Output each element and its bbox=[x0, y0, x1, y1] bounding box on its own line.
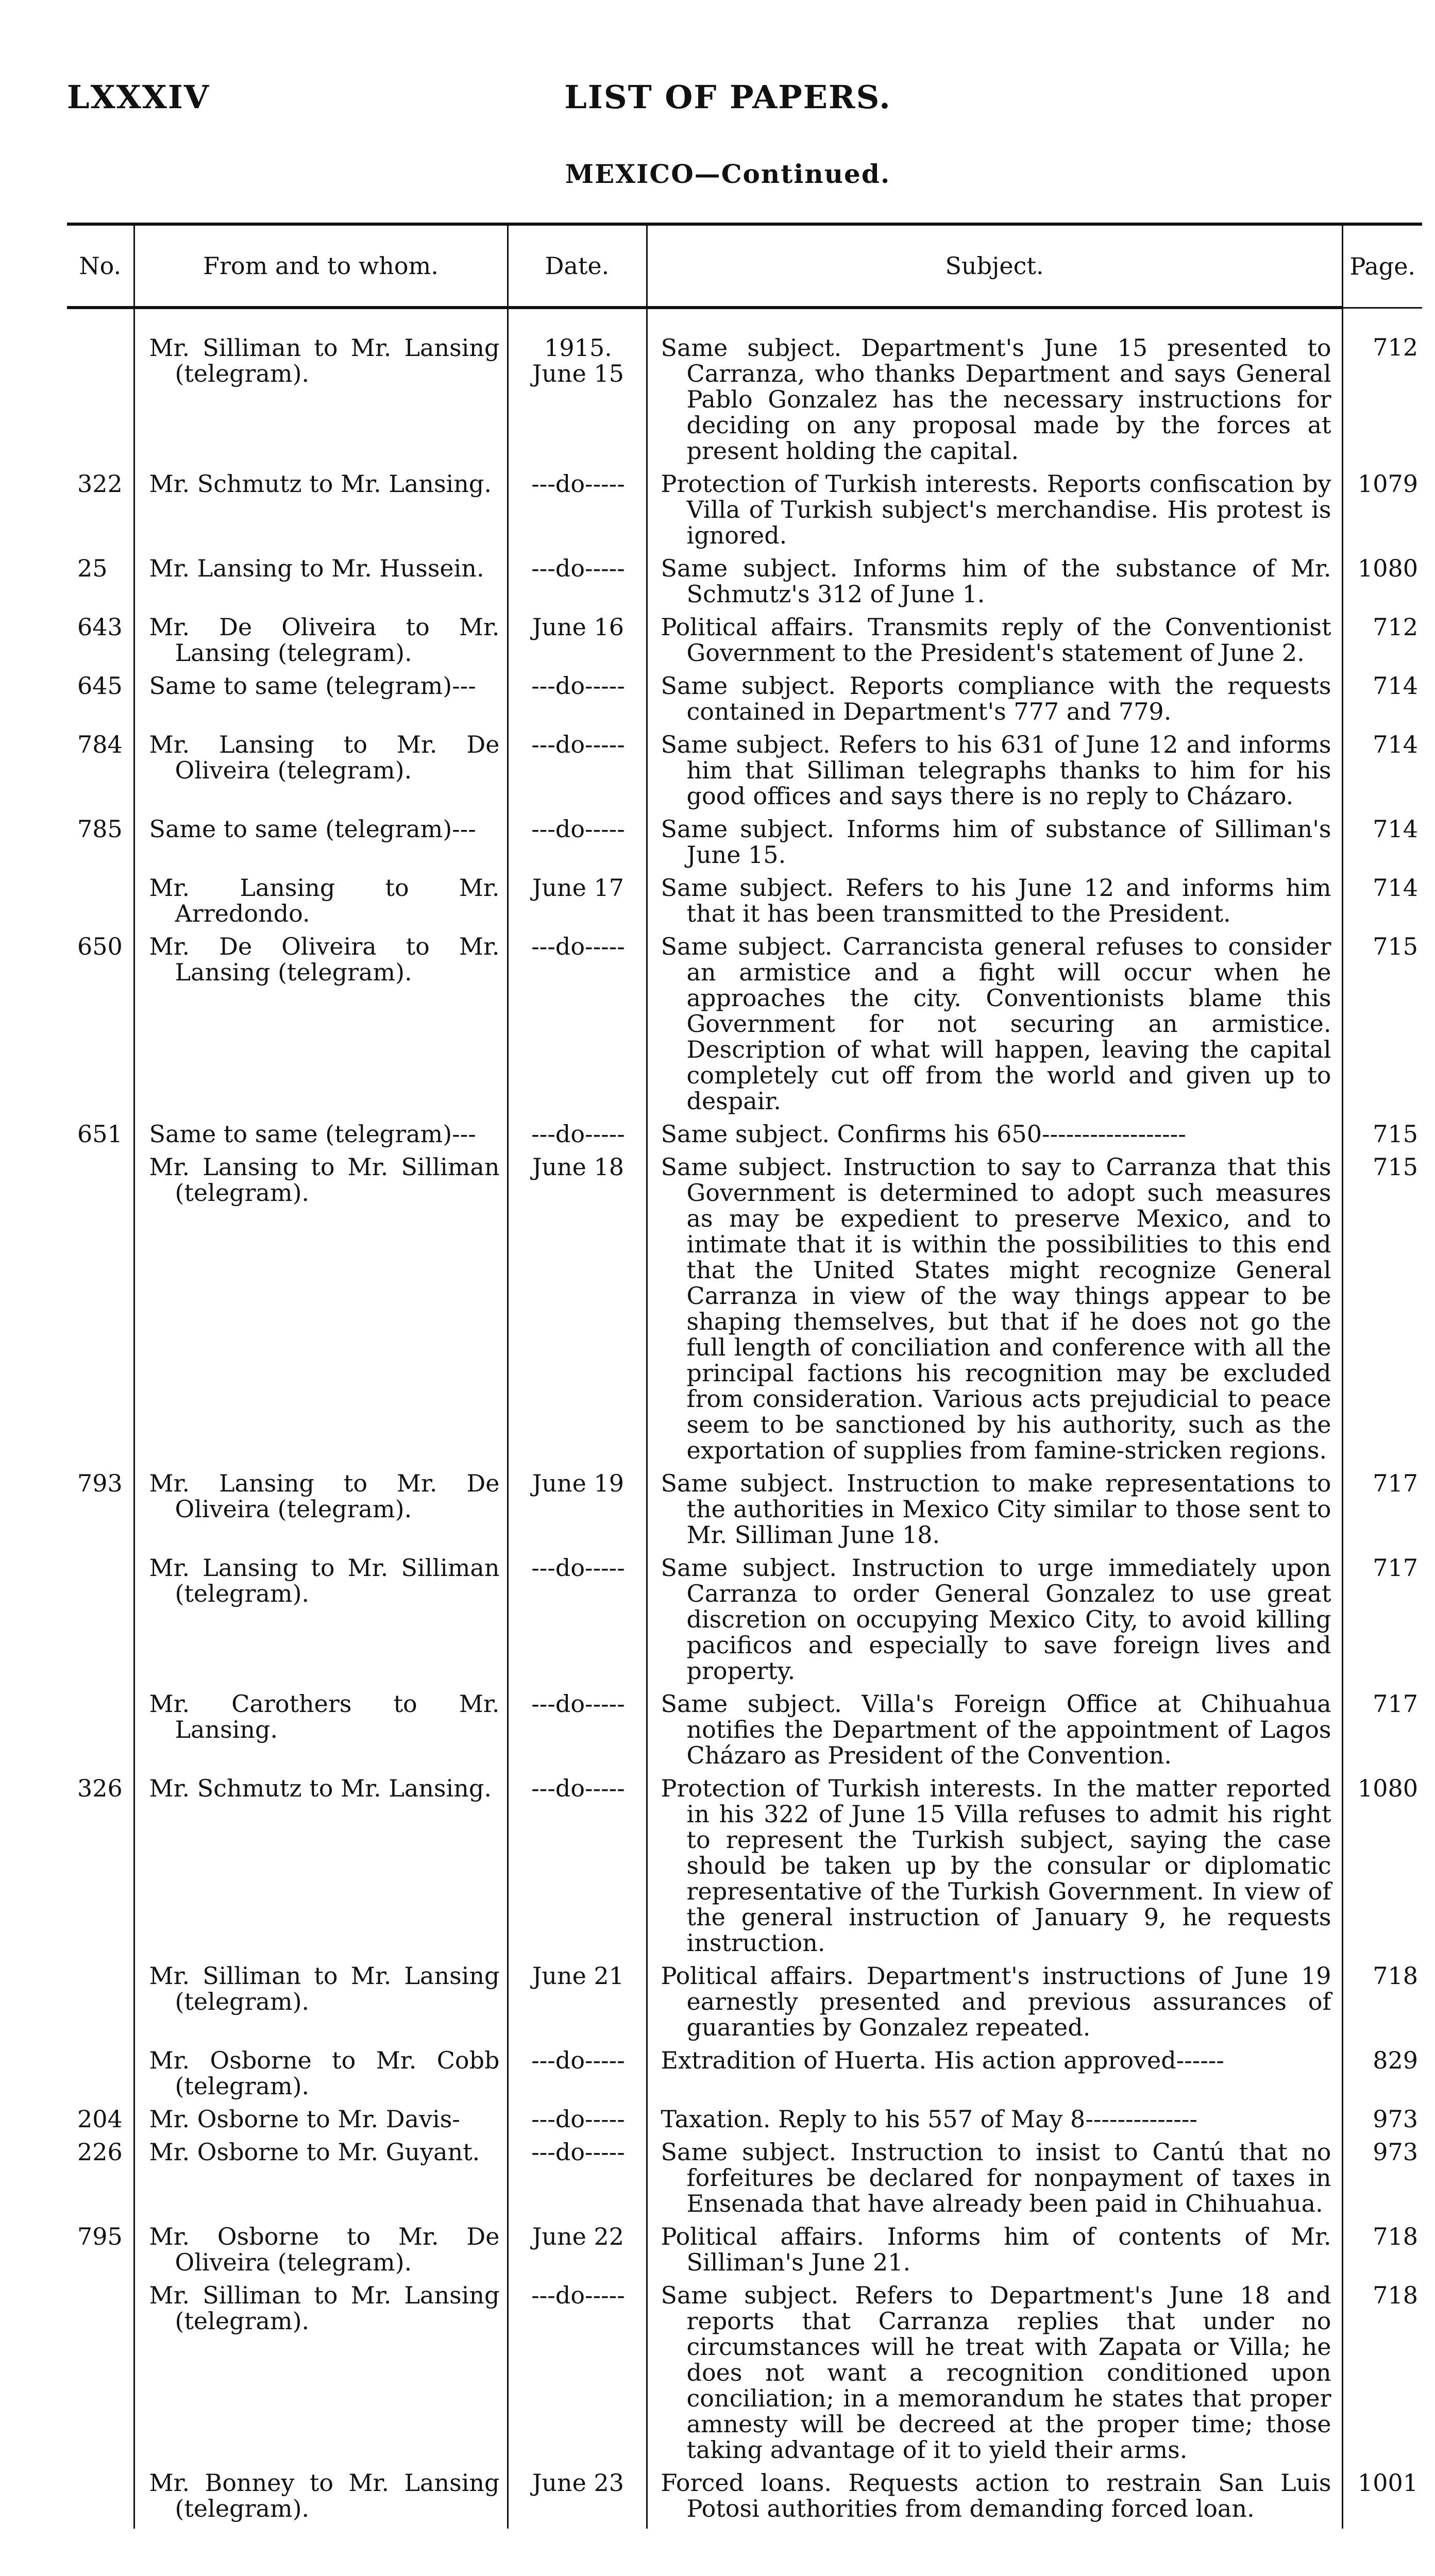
entry-number-cell bbox=[67, 471, 134, 555]
entry-subject-cell bbox=[647, 471, 1342, 555]
entry-page: 712 bbox=[1373, 613, 1418, 641]
entry-date-cell bbox=[508, 1555, 647, 1691]
papers-table bbox=[67, 223, 1422, 2529]
entry-page: 714 bbox=[1373, 731, 1418, 758]
entry-subject: Same subject. Department's June 15 presented to Carranza, who thanks Department and says General Pablo Gonzalez has the necessary instructions for deciding on any proposal made by the forces at present holding the capital. bbox=[661, 334, 1331, 465]
entry-from-to-cell bbox=[134, 1154, 508, 1470]
entry-subject: Same subject. Refers to his June 12 and informs him that it has been transmitted to the President. bbox=[661, 874, 1331, 927]
entry-date: ---do----- bbox=[531, 1554, 625, 1582]
entry-subject: Taxation. Reply to his 557 of May 8-------------- bbox=[661, 2105, 1197, 2133]
entry-date: ---do----- bbox=[531, 2105, 625, 2133]
entry-from-to-cell bbox=[134, 2224, 508, 2282]
entry-number: 645 bbox=[77, 672, 123, 700]
entry-page-cell bbox=[1342, 2224, 1422, 2282]
entry-date: ---do----- bbox=[531, 731, 625, 758]
entry-page-cell bbox=[1342, 2106, 1422, 2139]
entry-subject: Same subject. Instruction to urge immediately upon Carranza to order General Gonzalez to use great discretion on occupying Mexico City, to avoid killing pacificos and especially to save foreign lives and property. bbox=[661, 1554, 1331, 1685]
entry-from-to-cell bbox=[134, 1963, 508, 2047]
entry-subject: Same subject. Informs him of substance of Silliman's June 15. bbox=[661, 815, 1331, 869]
entry-number: 784 bbox=[77, 731, 123, 758]
entry-subject-cell bbox=[647, 875, 1342, 934]
table-row bbox=[67, 2224, 1422, 2282]
entry-from-to: Mr. Bonney to Mr. Lansing (telegram). bbox=[149, 2469, 500, 2522]
entry-page: 718 bbox=[1373, 2223, 1418, 2250]
entry-from-to-cell bbox=[134, 875, 508, 934]
entry-page: 714 bbox=[1373, 874, 1418, 902]
table-header-row bbox=[67, 224, 1422, 308]
papers-table-container bbox=[67, 223, 1422, 2529]
entry-subject: Same subject. Villa's Foreign Office at Chihuahua notifies the Department of the appointment of Lagos Cházaro as President of the Convention. bbox=[661, 1690, 1331, 1769]
entry-date-cell bbox=[508, 1775, 647, 1963]
entry-subject-cell bbox=[647, 2282, 1342, 2470]
entry-page-cell bbox=[1342, 1775, 1422, 1963]
entry-number-cell bbox=[67, 1154, 134, 1470]
entry-page: 715 bbox=[1373, 933, 1418, 960]
entry-page: 973 bbox=[1373, 2105, 1418, 2133]
entry-subject-cell bbox=[647, 555, 1342, 614]
entry-date: ---do----- bbox=[531, 2138, 625, 2166]
table-body bbox=[67, 308, 1422, 2529]
entry-number-cell bbox=[67, 2139, 134, 2224]
entry-page: 717 bbox=[1373, 1469, 1418, 1497]
entry-page: 715 bbox=[1373, 1120, 1418, 1148]
entry-page-cell bbox=[1342, 732, 1422, 816]
entry-number-cell bbox=[67, 1555, 134, 1691]
entry-number: 326 bbox=[77, 1774, 123, 1802]
entry-date-cell bbox=[508, 2470, 647, 2529]
entry-page-cell bbox=[1342, 875, 1422, 934]
entry-subject: Same subject. Confirms his 650------------------ bbox=[661, 1120, 1186, 1148]
entry-number-cell bbox=[67, 2282, 134, 2470]
section-subtitle: MEXICO—Continued. bbox=[565, 159, 891, 189]
entry-subject: Political affairs. Informs him of contents of Mr. Silliman's June 21. bbox=[661, 2223, 1331, 2276]
entry-from-to-cell bbox=[134, 308, 508, 471]
entry-page-cell bbox=[1342, 2047, 1422, 2106]
entry-subject-cell bbox=[647, 673, 1342, 732]
entry-from-to: Mr. Osborne to Mr. Davis- bbox=[149, 2105, 460, 2133]
entry-number-cell bbox=[67, 1470, 134, 1555]
entry-from-to: Mr. Osborne to Mr. Cobb (telegram). bbox=[149, 2046, 500, 2100]
entry-number: 785 bbox=[77, 815, 123, 843]
entry-page-cell bbox=[1342, 673, 1422, 732]
entry-from-to-cell bbox=[134, 2282, 508, 2470]
page-header bbox=[0, 0, 1435, 216]
entry-date-cell bbox=[508, 1154, 647, 1470]
entry-from-to: Mr. Schmutz to Mr. Lansing. bbox=[149, 470, 492, 498]
entry-subject: Same subject. Instruction to say to Carranza that this Government is determined to adopt such measures as may be expedient to preserve Mexico, and to intimate that it is within the possibilities to this end that the United States might recognize General Carranza in view of the way things appear to be shaping themselves, but that if he does not go the full length of conciliation and conference with all the principal factions his recognition may be excluded from consideration. Various acts prejudicial to peace seem to be sanctioned by his authority, such as the exportation of supplies from famine-stricken regions. bbox=[661, 1153, 1331, 1464]
entry-from-to: Mr. Lansing to Mr. Silliman (telegram). bbox=[149, 1554, 500, 1607]
entry-subject: Same subject. Refers to Department's June 18 and reports that Carranza replies that under no circumstances will he treat with Zapata or Villa; he does not want a recognition conditioned upon conciliation; in a memorandum he states that proper amnesty will be decreed at the proper time; those taking advantage of it to yield their arms. bbox=[661, 2281, 1331, 2464]
entry-page: 1001 bbox=[1357, 2469, 1418, 2497]
entry-number-cell bbox=[67, 1691, 134, 1775]
entry-subject: Political affairs. Transmits reply of the Conventionist Government to the President's statement of June 2. bbox=[661, 613, 1331, 667]
table-row bbox=[67, 2282, 1422, 2470]
entry-subject-cell bbox=[647, 614, 1342, 673]
entry-date: ---do----- bbox=[531, 815, 625, 843]
table-row bbox=[67, 2047, 1422, 2106]
entry-date: ---do----- bbox=[531, 672, 625, 700]
entry-number: 793 bbox=[77, 1469, 123, 1497]
entry-number-cell bbox=[67, 1963, 134, 2047]
entry-date: June 23 bbox=[532, 2469, 624, 2497]
table-row bbox=[67, 732, 1422, 816]
entry-subject: Political affairs. Department's instructions of June 19 earnestly presented and previous assurances of guaranties by Gonzalez repeated. bbox=[661, 1962, 1331, 2041]
table-row bbox=[67, 2139, 1422, 2224]
entry-page-cell bbox=[1342, 1555, 1422, 1691]
entry-from-to: Mr. Schmutz to Mr. Lansing. bbox=[149, 1774, 492, 1802]
entry-number-cell bbox=[67, 673, 134, 732]
entry-date: June 19 bbox=[532, 1469, 624, 1497]
entry-from-to-cell bbox=[134, 471, 508, 555]
entry-from-to: Same to same (telegram)--- bbox=[149, 672, 476, 700]
entry-page-cell bbox=[1342, 2282, 1422, 2470]
header-no: No. bbox=[67, 224, 134, 308]
table-row bbox=[67, 614, 1422, 673]
entry-date-cell bbox=[508, 2224, 647, 2282]
entry-from-to: Mr. De Oliveira to Mr. Lansing (telegram). bbox=[149, 933, 500, 986]
table-row bbox=[67, 1121, 1422, 1154]
entry-page: 718 bbox=[1373, 1962, 1418, 1990]
entry-page-cell bbox=[1342, 1963, 1422, 2047]
entry-from-to-cell bbox=[134, 1775, 508, 1963]
entry-date-cell bbox=[508, 2106, 647, 2139]
entry-subject-cell bbox=[647, 308, 1342, 471]
entry-from-to-cell bbox=[134, 1691, 508, 1775]
entry-subject-cell bbox=[647, 934, 1342, 1121]
entry-date: June 21 bbox=[532, 1962, 624, 1990]
entry-from-to-cell bbox=[134, 934, 508, 1121]
table-row bbox=[67, 934, 1422, 1121]
entry-from-to: Same to same (telegram)--- bbox=[149, 815, 476, 843]
entry-number: 651 bbox=[77, 1120, 123, 1148]
table-row bbox=[67, 1775, 1422, 1963]
entry-date: June 22 bbox=[532, 2223, 624, 2250]
table-row bbox=[67, 673, 1422, 732]
entry-number-cell bbox=[67, 2224, 134, 2282]
entry-date-cell bbox=[508, 1121, 647, 1154]
entry-page-cell bbox=[1342, 816, 1422, 875]
entry-from-to: Mr. Lansing to Mr. Hussein. bbox=[149, 554, 484, 582]
entry-number-cell bbox=[67, 1775, 134, 1963]
entry-subject-cell bbox=[647, 1470, 1342, 1555]
entry-subject-cell bbox=[647, 2139, 1342, 2224]
entry-page-cell bbox=[1342, 2139, 1422, 2224]
year-label: 1915. bbox=[544, 334, 612, 362]
entry-number: 25 bbox=[77, 554, 108, 582]
entry-from-to-cell bbox=[134, 2106, 508, 2139]
entry-number: 226 bbox=[77, 2138, 123, 2166]
entry-date: ---do----- bbox=[531, 470, 625, 498]
entry-page: 715 bbox=[1373, 1153, 1418, 1181]
entry-number: 204 bbox=[77, 2105, 123, 2133]
entry-page-cell bbox=[1342, 555, 1422, 614]
page-title: LIST OF PAPERS. bbox=[564, 78, 891, 116]
entry-page: 973 bbox=[1373, 2138, 1418, 2166]
entry-number: 650 bbox=[77, 933, 123, 960]
entry-number-cell bbox=[67, 2047, 134, 2106]
entry-page-cell bbox=[1342, 471, 1422, 555]
entry-from-to-cell bbox=[134, 2047, 508, 2106]
entry-from-to: Mr. Lansing to Mr. De Oliveira (telegram). bbox=[149, 731, 500, 784]
entry-page-cell bbox=[1342, 2470, 1422, 2529]
table-row bbox=[67, 1555, 1422, 1691]
table-row bbox=[67, 875, 1422, 934]
entry-date: ---do----- bbox=[531, 1690, 625, 1718]
entry-from-to: Mr. Silliman to Mr. Lansing (telegram). bbox=[149, 1962, 500, 2015]
entry-date-cell bbox=[508, 732, 647, 816]
entry-subject: Protection of Turkish interests. Reports confiscation by Villa of Turkish subject's merchandise. His protest is ignored. bbox=[661, 470, 1331, 549]
entry-subject-cell bbox=[647, 2470, 1342, 2529]
entry-number-cell bbox=[67, 732, 134, 816]
entry-from-to-cell bbox=[134, 673, 508, 732]
entry-subject: Same subject. Informs him of the substance of Mr. Schmutz's 312 of June 1. bbox=[661, 554, 1331, 608]
entry-date-cell bbox=[508, 2047, 647, 2106]
entry-subject-cell bbox=[647, 1154, 1342, 1470]
entry-page: 714 bbox=[1373, 815, 1418, 843]
header-from: From and to whom. bbox=[134, 224, 508, 308]
entry-from-to: Mr. Lansing to Mr. Silliman (telegram). bbox=[149, 1153, 500, 1207]
table-row bbox=[67, 555, 1422, 614]
entry-from-to-cell bbox=[134, 555, 508, 614]
entry-subject: Same subject. Instruction to insist to Cantú that no forfeitures be declared for nonpayment of taxes in Ensenada that have already been paid in Chihuahua. bbox=[661, 2138, 1331, 2217]
entry-subject: Same subject. Instruction to make representations to the authorities in Mexico City similar to those sent to Mr. Silliman June 18. bbox=[661, 1469, 1331, 1549]
entry-subject: Same subject. Refers to his 631 of June 12 and informs him that Silliman telegraphs thanks to him for his good offices and says there is no reply to Cházaro. bbox=[661, 731, 1331, 810]
entry-date: June 15 bbox=[532, 360, 624, 387]
entry-number-cell bbox=[67, 934, 134, 1121]
table-row bbox=[67, 1470, 1422, 1555]
header-date: Date. bbox=[508, 224, 647, 308]
entry-page-cell bbox=[1342, 614, 1422, 673]
entry-from-to: Mr. Lansing to Mr. De Oliveira (telegram). bbox=[149, 1469, 500, 1523]
table-row bbox=[67, 308, 1422, 471]
entry-number: 643 bbox=[77, 613, 123, 641]
entry-from-to-cell bbox=[134, 1555, 508, 1691]
table-row bbox=[67, 1154, 1422, 1470]
entry-from-to: Mr. Osborne to Mr. De Oliveira (telegram). bbox=[149, 2223, 500, 2276]
entry-date: ---do----- bbox=[531, 2046, 625, 2074]
entry-number-cell bbox=[67, 308, 134, 471]
entry-page: 718 bbox=[1373, 2281, 1418, 2309]
entry-date-cell bbox=[508, 816, 647, 875]
table-row bbox=[67, 2470, 1422, 2529]
entry-from-to: Mr. Osborne to Mr. Guyant. bbox=[149, 2138, 480, 2166]
entry-date: ---do----- bbox=[531, 1120, 625, 1148]
entry-subject-cell bbox=[647, 816, 1342, 875]
entry-number-cell bbox=[67, 2106, 134, 2139]
entry-date-cell bbox=[508, 308, 647, 471]
entry-from-to-cell bbox=[134, 2470, 508, 2529]
entry-page: 1079 bbox=[1357, 470, 1418, 498]
entry-from-to: Mr. De Oliveira to Mr. Lansing (telegram). bbox=[149, 613, 500, 667]
entry-subject-cell bbox=[647, 1775, 1342, 1963]
entry-date-cell bbox=[508, 555, 647, 614]
entry-date-cell bbox=[508, 1470, 647, 1555]
entry-date-cell bbox=[508, 1691, 647, 1775]
entry-subject-cell bbox=[647, 2224, 1342, 2282]
entry-subject-cell bbox=[647, 1691, 1342, 1775]
entry-number-cell bbox=[67, 875, 134, 934]
entry-date: June 18 bbox=[532, 1153, 624, 1181]
entry-number-cell bbox=[67, 1121, 134, 1154]
entry-subject: Extradition of Huerta. His action approved------ bbox=[661, 2046, 1224, 2074]
table-row bbox=[67, 1963, 1422, 2047]
entry-from-to: Mr. Silliman to Mr. Lansing (telegram). bbox=[149, 2281, 500, 2335]
entry-page-cell bbox=[1342, 308, 1422, 471]
entry-number-cell bbox=[67, 2470, 134, 2529]
entry-date-cell bbox=[508, 875, 647, 934]
entry-number-cell bbox=[67, 555, 134, 614]
entry-page-cell bbox=[1342, 1691, 1422, 1775]
entry-from-to-cell bbox=[134, 2139, 508, 2224]
entry-subject-cell bbox=[647, 2047, 1342, 2106]
table-row bbox=[67, 816, 1422, 875]
entry-date: June 16 bbox=[532, 613, 624, 641]
entry-date: ---do----- bbox=[531, 1774, 625, 1802]
entry-from-to: Mr. Carothers to Mr. Lansing. bbox=[149, 1690, 500, 1743]
entry-from-to-cell bbox=[134, 1470, 508, 1555]
entry-number-cell bbox=[67, 816, 134, 875]
entry-number: 322 bbox=[77, 470, 123, 498]
entry-from-to: Mr. Lansing to Mr. Arredondo. bbox=[149, 874, 500, 927]
entry-subject: Same subject. Reports compliance with the requests contained in Department's 777 and 779. bbox=[661, 672, 1331, 725]
entry-page: 829 bbox=[1373, 2046, 1418, 2074]
header-subject: Subject. bbox=[647, 224, 1342, 308]
entry-from-to-cell bbox=[134, 816, 508, 875]
entry-date: June 17 bbox=[532, 874, 624, 902]
entry-subject-cell bbox=[647, 2106, 1342, 2139]
entry-page-cell bbox=[1342, 934, 1422, 1121]
entry-page: 1080 bbox=[1357, 554, 1418, 582]
entry-from-to-cell bbox=[134, 614, 508, 673]
entry-date: ---do----- bbox=[531, 2281, 625, 2309]
entry-date-cell bbox=[508, 2139, 647, 2224]
entry-date-cell bbox=[508, 614, 647, 673]
entry-page: 714 bbox=[1373, 672, 1418, 700]
entry-page: 717 bbox=[1373, 1554, 1418, 1582]
entry-page: 712 bbox=[1373, 333, 1418, 361]
entry-subject: Same subject. Carrancista general refuses to consider an armistice and a fight will occur when he approaches the city. Conventionists blame this Government for not securing an armistice. Description of what will happen, leaving the capital completely cut off from the world and given up to despair. bbox=[661, 933, 1331, 1115]
entry-date: ---do----- bbox=[531, 933, 625, 960]
entry-subject: Protection of Turkish interests. In the matter reported in his 322 of June 15 Villa refuses to admit his right to represent the Turkish subject, saying the case should be taken up by the consular or diplomatic representative of the Turkish Government. In view of the general instruction of January 9, he requests instruction. bbox=[661, 1774, 1331, 1957]
entry-subject-cell bbox=[647, 1121, 1342, 1154]
entry-date: ---do----- bbox=[531, 554, 625, 582]
table-row bbox=[67, 471, 1422, 555]
entry-from-to: Mr. Silliman to Mr. Lansing (telegram). bbox=[149, 334, 500, 387]
entry-subject-cell bbox=[647, 1555, 1342, 1691]
entry-date-cell bbox=[508, 934, 647, 1121]
table-row bbox=[67, 1691, 1422, 1775]
entry-number: 795 bbox=[77, 2223, 123, 2250]
table-row bbox=[67, 2106, 1422, 2139]
entry-date-cell bbox=[508, 2282, 647, 2470]
entry-date-cell bbox=[508, 471, 647, 555]
entry-subject-cell bbox=[647, 1963, 1342, 2047]
entry-date-cell bbox=[508, 1963, 647, 2047]
entry-page-cell bbox=[1342, 1154, 1422, 1470]
entry-number-cell bbox=[67, 614, 134, 673]
entry-date-cell bbox=[508, 673, 647, 732]
entry-page: 1080 bbox=[1357, 1774, 1418, 1802]
entry-page-cell bbox=[1342, 1470, 1422, 1555]
entry-page: 717 bbox=[1373, 1690, 1418, 1718]
entry-page-cell bbox=[1342, 1121, 1422, 1154]
entry-from-to-cell bbox=[134, 732, 508, 816]
page-number: LXXXIV bbox=[67, 78, 210, 116]
entry-subject-cell bbox=[647, 732, 1342, 816]
entry-subject: Forced loans. Requests action to restrain San Luis Potosi authorities from demanding forced loan. bbox=[661, 2469, 1331, 2522]
entry-from-to: Same to same (telegram)--- bbox=[149, 1120, 476, 1148]
entry-from-to-cell bbox=[134, 1121, 508, 1154]
header-page: Page. bbox=[1342, 224, 1422, 308]
